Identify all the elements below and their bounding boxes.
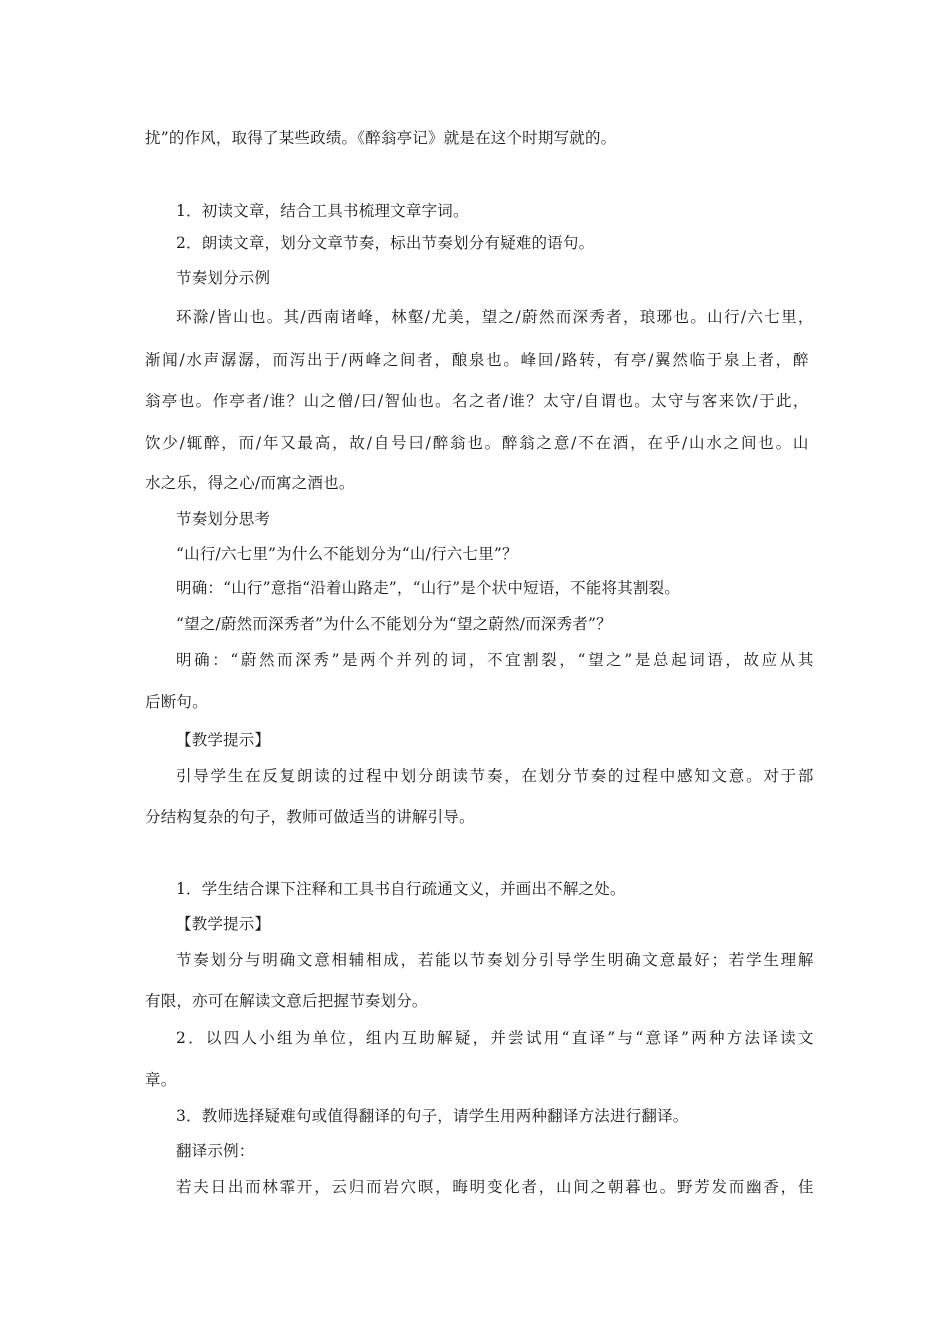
text-line: 后断句。 [145, 693, 208, 711]
text-line: 饮少/辄醉，而/年又最高，故/自号曰/醉翁也。醉翁之意/不在酒，在乎/山水之间也。山 [145, 434, 808, 452]
text-line: 【教学提示】 [176, 915, 271, 933]
text-line: 明确：“蔚然而深秀”是两个并列的词，不宜割裂，“望之”是总起词语，故应从其 [176, 651, 813, 669]
text-line: 1．学生结合课下注释和工具书自行疏通文义，并画出不解之处。 [176, 880, 626, 898]
text-line: “望之/蔚然而深秀者”为什么不能划分为“望之蔚然/而深秀者”？ [176, 615, 612, 633]
text-line: 翁亭也。作亭者/谁？山之僧/曰/智仙也。名之者/谁？太守/自谓也。太守与客来饮/于此， [145, 392, 808, 410]
text-line: 2．朗读文章，划分文章节奏，标出节奏划分有疑难的语句。 [176, 234, 595, 252]
text-line: 【教学提示】 [176, 731, 271, 749]
text-line: 2．以四人小组为单位，组内互助解疑，并尝试用“直译”与“意译”两种方法译读文 [176, 1029, 813, 1047]
text-line: 渐闻/水声潺潺，而泻出于/两峰之间者，酿泉也。峰回/路转，有亭/翼然临于泉上者，醉 [145, 351, 808, 369]
text-line: 节奏划分与明确文意相辅相成，若能以节奏划分引导学生明确文意最好；若学生理解 [176, 951, 813, 969]
text-line: 明确：“山行”意指“沿着山路走”，“山行”是个状中短语，不能将其割裂。 [176, 579, 681, 597]
text-line: 引导学生在反复朗读的过程中划分朗读节奏，在划分节奏的过程中感知文意。对于部 [176, 767, 813, 785]
text-line: 扰”的作风，取得了某些政绩。《醉翁亭记》就是在这个时期写就的。 [145, 129, 617, 147]
text-line: 1．初读文章，结合工具书梳理文章字词。 [176, 202, 469, 220]
text-line: 分结构复杂的句子，教师可做适当的讲解引导。 [145, 808, 475, 826]
text-line: 有限，亦可在解读文意后把握节奏划分。 [145, 992, 428, 1010]
text-line: 若夫日出而林霏开，云归而岩穴暝，晦明变化者，山间之朝暮也。野芳发而幽香，佳 [176, 1178, 813, 1196]
text-line: 节奏划分思考 [176, 510, 271, 528]
text-line: “山行/六七里”为什么不能划分为“山/行六七里”？ [176, 545, 518, 563]
text-line: 章。 [145, 1071, 177, 1089]
text-line: 节奏划分示例 [176, 269, 271, 287]
text-line: 环滁/皆山也。其/西南诸峰，林壑/尤美，望之/蔚然而深秀者，琅琊也。山行/六七里， [176, 308, 813, 326]
text-line: 3．教师选择疑难句或值得翻译的句子，请学生用两种翻译方法进行翻译。 [176, 1107, 689, 1125]
text-line: 翻译示例： [176, 1142, 255, 1160]
text-line: 水之乐，得之心/而寓之酒也。 [145, 474, 355, 492]
